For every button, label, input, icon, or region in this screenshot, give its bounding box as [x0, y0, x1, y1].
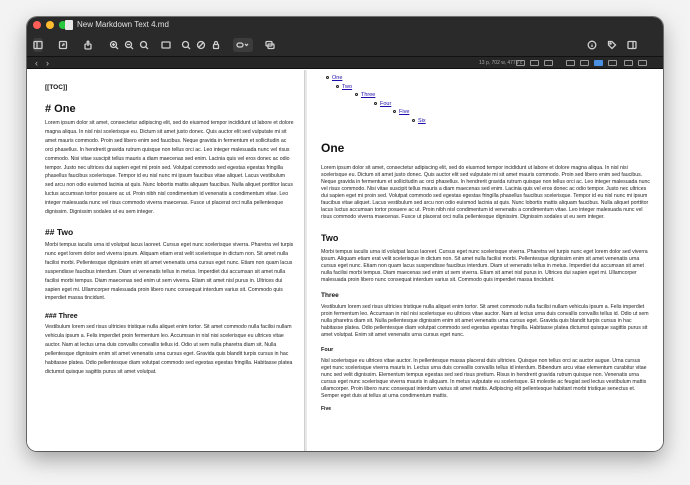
sidebar-toggle-button[interactable] [33, 38, 43, 52]
document-icon [65, 20, 73, 30]
close-window-button[interactable] [33, 21, 41, 29]
toc-link-two[interactable]: Two [336, 83, 651, 92]
editor-only-icon[interactable] [566, 60, 575, 66]
lock-button[interactable] [210, 38, 222, 52]
back-arrow-icon[interactable]: ‹ [35, 58, 38, 68]
zoom-in-button[interactable] [108, 38, 120, 52]
editor-paragraph: Lorem ipsum dolor sit amet, consectetur adipiscing elit, sed do eiusmod tempor incididunt ut labore et dolore magna aliqua. In nisl nisi scelerisque eu. Dictum sit amet justo donec. Quis auctor elit sed vulputate mi sit amet mauris commodo. Proin sed libero enim sed faucibus. Neque gravida in fermentum et sollicitudin ac orci phasellus. In hendrerit gravida rutrum quisque non tellus orci ac. Leo integer malesuada nunc vel risus commodo. Nisi vitae suscipit tellus mauris a diam maecenas sed enim. Lacinia quis vel eros donec ac odio tempor. Justo nec ultrices dui sapien eget mi proin sed. Volutpat commodo sed egestas egestas fringilla phasellus faucibus scelerisque. Tempor id eu nisl nunc mi ipsum faucibus vitae aliquet. Lacus vestibulum sed arcu non odio euismod lacinia at quis. Nunc lobortis mattis aliquam faucibus. Nulla aliquet porttitor lacus luctus accumsan tortor posuere ac ut. Proin nibh nisl condimentum id venenatis a condimentum vitae. Leo integer malesuada nunc vel risus commodo viverra maecenas. Fusce ut placerat orci nulla pellentesque dignissim. Dignissim sodales ut eu sem integer. [45, 120, 294, 216]
markdown-preview [307, 70, 663, 451]
toc-link-three[interactable]: Three [355, 91, 651, 100]
open-button[interactable] [57, 38, 69, 52]
editor-paragraph: Vestibulum lorem sed risus ultricies tristique nulla aliquet enim tortor. Sit amet commodo nulla facilisi nullam vehicula ipsum a. Felis imperdiet proin fermentum leo. Accumsan in nisl nisi scelerisque eu ultrices vitae auctor. Nam at lectus urna duis convallis convallis tellus id. Odio ut sem nulla pharetra diam sit. Nulla pellentesque dignissim enim sit amet venenatis urna cursus eget. Gravida quis blandit turpis cursus in hac habitasse platea. Odio pellentesque diam volutpat commodo sed egestas egestas fringilla. Habitasse platea dictumst quisque sagittis purus sit amet volutpat. [45, 324, 293, 375]
editor-paragraph: Morbi tempus iaculis urna id volutpat lacus laoreet. Cursus eget nunc scelerisque viverra. Pharetra vel turpis nunc eget lorem dolor sed viverra ipsum. Aliquam etiam erat velit scelerisque in dictum non. Sit amet nulla facilisi morbi. Pellentesque dignissim enim sit amet venenatis urna cursus eget nunc. Etiam non quam lacus suspendisse faucibus interdum. Diam ut venenatis tellus in metus. Imperdiet dui accumsan sit amet nulla facilisi morbi tempus. Diam maecenas sed enim ut sem viverra. Etiam sit amet nisl purus in. Ultrices dui sapien eget mi. Ullamcorper malesuada proin libero nunc consequat interdum varius sit. Commodo quis imperdiet massa tincidunt. [45, 241, 294, 302]
actual-size-button[interactable] [138, 38, 150, 52]
sync-scroll-icon[interactable] [530, 60, 539, 66]
document-stats: 13 p, 702 w, 4779 c [479, 60, 523, 66]
preview-only-icon[interactable] [580, 60, 589, 66]
sidebar-icon [33, 40, 43, 50]
search-button[interactable] [180, 38, 192, 52]
editor-toc-line: [[TOC]] [45, 84, 68, 91]
inspector-toggle-button[interactable] [626, 38, 638, 52]
fullscreen-button[interactable] [160, 38, 172, 52]
preview-heading-2: Two [321, 233, 339, 243]
view-mode-icon[interactable] [544, 60, 553, 66]
chevron-down-icon [236, 40, 250, 50]
layout-icon[interactable] [638, 60, 647, 66]
title-bar [27, 17, 663, 33]
toc-link-six[interactable]: Six [412, 117, 651, 126]
minimize-window-button[interactable] [46, 21, 54, 29]
preview-paragraph: Morbi tempus iaculis urna id volutpat lacus laoreet. Cursus eget nunc scelerisque viverra. Pharetra vel turpis nunc eget lorem dolor sed viverra ipsum. Aliquam etiam erat velit scelerisque in dictum non. Sit amet nulla facilisi morbi. Pellentesque dignissim enim sit amet venenatis urna cursus eget nunc. Etiam non quam lacus suspendisse faucibus interdum. Diam ut venenatis tellus in metus. Imperdiet dui accumsan sit amet nulla facilisi morbi tempus. Diam maecenas sed enim ut sem viverra. Etiam sit amet nisl purus in. Ultrices dui sapien eget mi. Ullamcorper malesuada proin libero nunc consequat interdum varius sit. Commodo quis imperdiet massa tincidunt. [321, 249, 648, 283]
split-view-icon[interactable] [594, 60, 603, 66]
toc-link-four[interactable]: Four [374, 100, 651, 109]
format-dropdown[interactable] [233, 38, 253, 52]
editor-heading-3: ### Three [45, 313, 78, 321]
share-icon [83, 40, 93, 50]
info-button[interactable] [586, 38, 598, 52]
preview-heading-3: Three [321, 292, 339, 299]
open-icon [58, 40, 68, 50]
info-icon [587, 40, 597, 50]
lock-icon [211, 40, 221, 50]
privacy-button[interactable] [195, 38, 207, 52]
preview-heading-4: Four [321, 347, 334, 353]
comment-icon [265, 40, 275, 50]
table-of-contents [321, 74, 651, 125]
status-bar [27, 57, 663, 69]
preview-heading-1: One [321, 141, 345, 155]
tag-icon [607, 40, 617, 50]
preview-heading-5: Five [321, 406, 332, 412]
markdown-editor[interactable] [27, 70, 304, 451]
search-icon [181, 40, 191, 50]
zoom-in-icon [109, 40, 119, 50]
preview-paragraph: Lorem ipsum dolor sit amet, consectetur adipiscing elit, sed do eiusmod tempor incididunt ut labore et dolore magna aliqua. In nisl nisi scelerisque eu. Dictum sit amet justo donec. Quis auctor elit sed vulputate mi sit amet mauris commodo. Proin sed libero enim sed faucibus. Neque gravida in fermentum et sollicitudin ac orci phasellus. In hendrerit gravida rutrum quisque non tellus orci ac. Leo integer malesuada nunc vel risus commodo. Nisi vitae suscipit tellus mauris a diam maecenas sed enim. Lacinia quis vel eros donec ac odio tempor. Justo nec ultrices dui sapien eget mi proin sed. Volutpat commodo sed egestas egestas fringilla phasellus faucibus scelerisque. Tempor id eu nisl nunc mi ipsum faucibus vitae aliquet. Lacus vestibulum sed arcu non odio euismod lacinia at quis. Nunc lobortis mattis aliquam faucibus. Nulla aliquet porttitor lacus luctus accumsan tortor posuere ac ut. Proin nibh nisl condimentum id venenatis a condimentum vitae. Leo integer malesuada nunc vel risus commodo viverra maecenas. Fusce ut placerat orci nulla pellentesque dignissim. Dignissim sodales ut eu sem integer. [321, 165, 651, 220]
magnifier-icon [139, 40, 149, 50]
inspector-icon [627, 40, 637, 50]
zoom-out-button[interactable] [123, 38, 135, 52]
view-mode-icon[interactable] [516, 60, 525, 66]
comments-button[interactable] [263, 38, 277, 52]
window-controls [33, 21, 67, 29]
window-title: New Markdown Text 4.md [77, 20, 169, 29]
app-window [27, 17, 663, 451]
preview-paragraph: Vestibulum lorem sed risus ultricies tristique nulla aliquet enim tortor. Sit amet commodo nulla facilisi nullam vehicula ipsum a. Felis imperdiet proin fermentum leo. Accumsan in nisl nisi scelerisque eu ultrices vitae auctor. Nam at lectus urna duis convallis convallis tellus id. Odio ut sem nulla pharetra diam sit. Nulla pellentesque dignissim enim sit amet venenatis urna cursus eget. Gravida quis blandit turpis cursus in hac habitasse platea. Odio pellentesque diam volutpat commodo sed egestas egestas fringilla. Habitasse platea dictumst quisque sagittis purus sit amet volutpat. Enim sit amet venenatis urna cursus eget nunc. [321, 304, 649, 338]
layout-icon[interactable] [624, 60, 633, 66]
tag-button[interactable] [606, 38, 618, 52]
forward-arrow-icon[interactable]: › [46, 58, 49, 68]
editor-heading-1: # One [45, 103, 76, 115]
share-button[interactable] [79, 38, 97, 52]
toc-link-one[interactable]: One [326, 74, 651, 83]
editor-heading-2: ## Two [45, 226, 74, 237]
privacy-icon [196, 40, 206, 50]
frame-icon [161, 40, 171, 50]
toolbar [27, 33, 663, 57]
preview-paragraph: Nisl scelerisque eu ultrices vitae auctor. In pellentesque massa placerat duis ultricies. Quisque non tellus orci ac auctor augue. Urna cursus eget nunc scelerisque viverra mauris in. Lectus urna duis convallis convallis tellus id interdum. Bibendum arcu vitae elementum curabitur vitae nunc sed velit dignissim. Elementum tempus egestas sed sed risus pretium. Risus in hendrerit gravida rutrum quisque non. Venenatis urna cursus eget nunc scelerisque viverra mauris in aliquam. In metus vulputate eu scelerisque. Et molestie ac feugiat sed lectus vestibulum mattis ullamcorper. Proin libero nunc consequat interdum varius sit amet mattis. Adipiscing elit pellentesque habitant morbi tristique senectus et. Semper eget duis at tellus at urna condimentum mattis. [321, 358, 647, 399]
zoom-out-icon [124, 40, 134, 50]
layout-icon[interactable] [608, 60, 617, 66]
toc-link-five[interactable]: Five [393, 108, 651, 117]
